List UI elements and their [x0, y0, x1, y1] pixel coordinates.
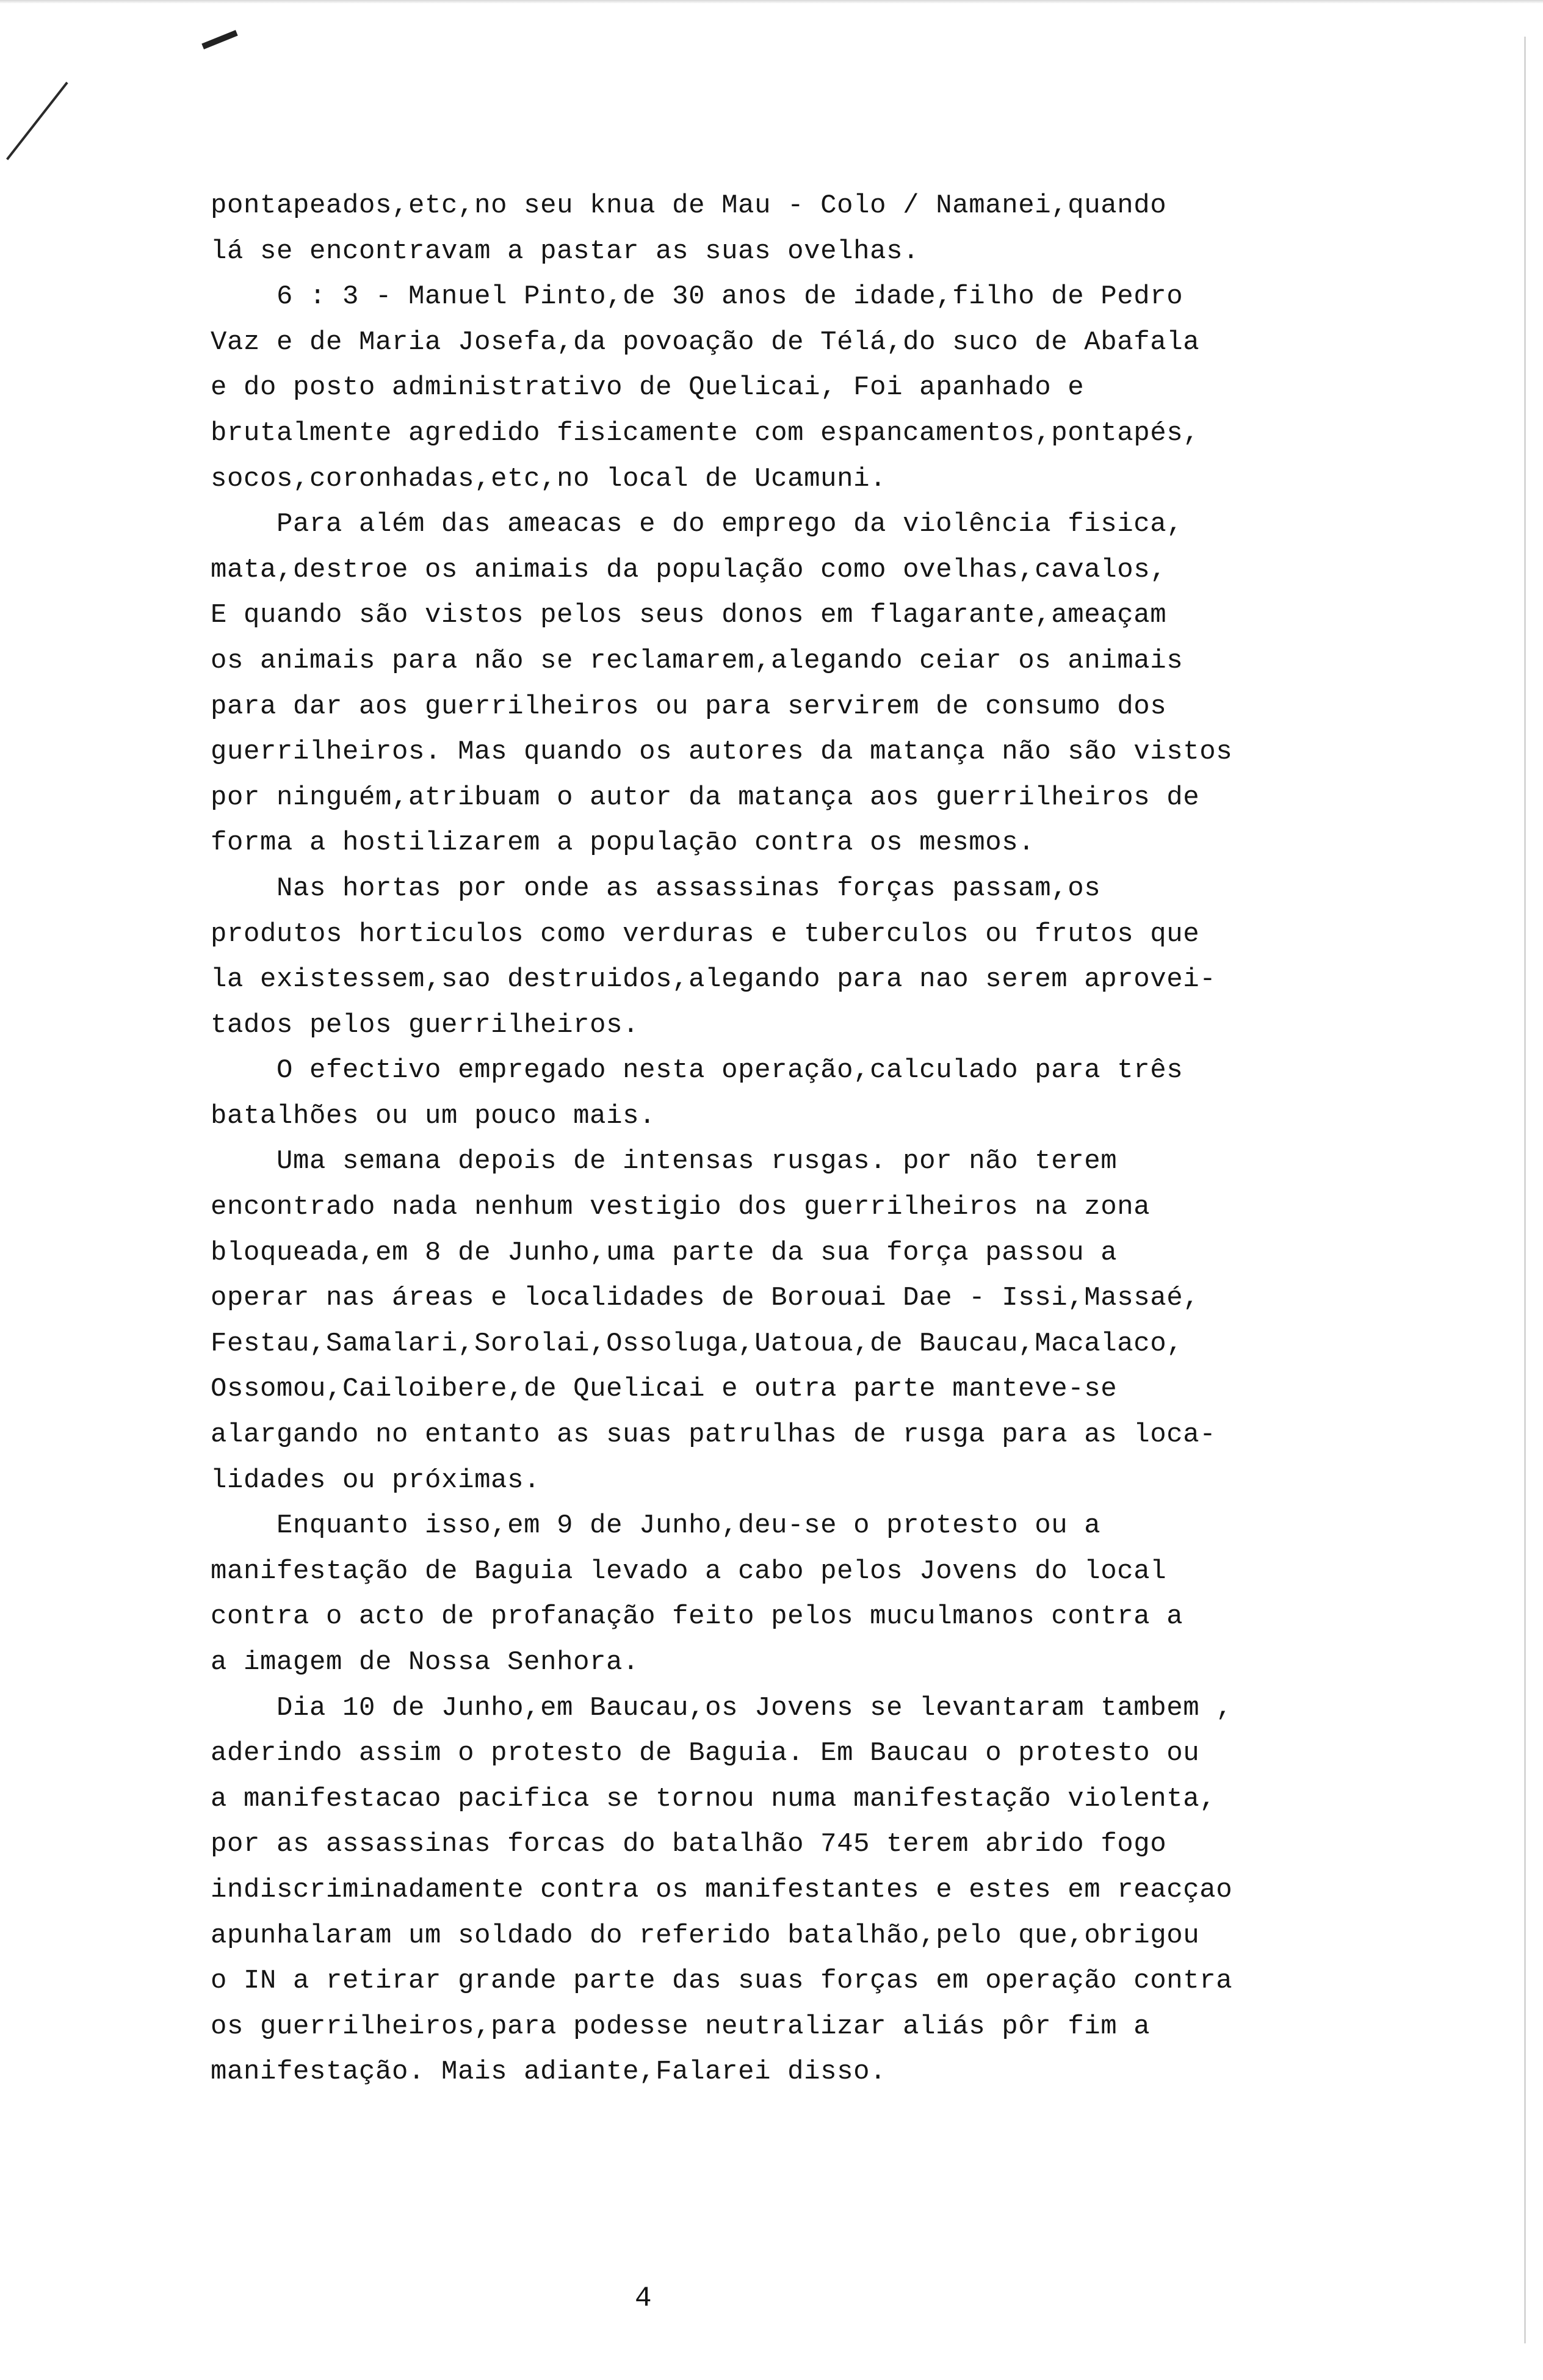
text-line: pontapeados,etc,no seu knua de Mau - Colo / Namanei,quando — [211, 190, 1167, 221]
text-line: mata,destroe os animais da população como ovelhas,cavalos, — [211, 554, 1167, 585]
text-line: lá se encontravam a pastar as suas ovelhas. — [211, 236, 920, 267]
text-line: tados pelos guerrilheiros. — [211, 1009, 640, 1040]
text-line: manifestação de Baguia levado a cabo pelos Jovens do local — [211, 1556, 1167, 1587]
text-line: forma a hostilizarem a populaçāo contra os mesmos. — [211, 828, 1035, 859]
text-line: batalhões ou um pouco mais. — [211, 1100, 656, 1131]
text-line: Vaz e de Maria Josefa,da povoação de Télá,do suco de Abafala — [211, 326, 1200, 358]
text-line: lidades ou próximas. — [211, 1465, 541, 1496]
text-line: os animais para não se reclamarem,alegando ceiar os animais — [211, 645, 1183, 676]
text-line: Ossomou,Cailoibere,de Quelicai e outra parte manteve-se — [211, 1374, 1118, 1405]
page-number: 4 — [635, 2282, 652, 2314]
text-line: e do posto administrativo de Quelicai, Foi apanhado e — [211, 372, 1085, 403]
text-line: por as assassinas forcas do batalhão 745 terem abrido fogo — [211, 1829, 1167, 1860]
text-line: Para além das ameacas e do emprego da violência fisica, — [211, 509, 1183, 540]
text-line: bloqueada,em 8 de Junho,uma parte da sua força passou a — [211, 1237, 1118, 1268]
scan-edge-right — [1524, 37, 1526, 2343]
text-line: por ninguém,atribuam o autor da matança aos guerrilheiros de — [211, 782, 1200, 813]
text-line: encontrado nada nenhum vestigio dos guerrilheiros na zona — [211, 1192, 1151, 1223]
text-line: brutalmente agredido fisicamente com espancamentos,pontapés, — [211, 417, 1200, 449]
text-line: Uma semana depois de intensas rusgas. por não terem — [211, 1146, 1118, 1177]
text-line: para dar aos guerrilheiros ou para servirem de consumo dos — [211, 691, 1167, 722]
text-line: contra o acto de profanação feito pelos muculmanos contra a — [211, 1601, 1183, 1632]
text-line: O efectivo empregado nesta operação,calculado para três — [211, 1055, 1183, 1086]
text-line: manifestação. Mais adiante,Falarei disso. — [211, 2057, 887, 2088]
text-line: apunhalaram um soldado do referido batalhão,pelo que,obrigou — [211, 1920, 1200, 1951]
scan-edge-top — [0, 0, 1543, 4]
text-line: os guerrilheiros,para podesse neutralizar aliás pôr fim a — [211, 2011, 1151, 2042]
text-line: socos,coronhadas,etc,no local de Ucamuni. — [211, 463, 887, 494]
text-line: produtos horticulos como verduras e tuberculos ou frutos que — [211, 918, 1200, 950]
scan-mark-left — [6, 82, 68, 160]
text-line: Dia 10 de Junho,em Baucau,os Jovens se levantaram tambem , — [211, 1692, 1233, 1723]
text-line: Festau,Samalari,Sorolai,Ossoluga,Uatoua,de Baucau,Macalaco, — [211, 1328, 1183, 1359]
text-line: guerrilheiros. Mas quando os autores da matança não são vistos — [211, 737, 1233, 768]
text-line: a imagem de Nossa Senhora. — [211, 1647, 640, 1678]
text-line: la existessem,sao destruidos,alegando para nao serem aprovei- — [211, 964, 1216, 995]
text-line: aderindo assim o protesto de Baguia. Em Baucau o protesto ou — [211, 1738, 1200, 1769]
text-line: indiscriminadamente contra os manifestantes e estes em reacçao — [211, 1874, 1233, 1905]
text-line: o IN a retirar grande parte das suas forças em operação contra — [211, 1966, 1233, 1997]
text-line: a manifestacao pacifica se tornou numa manifestação violenta, — [211, 1783, 1216, 1814]
text-line: E quando são vistos pelos seus donos em flagarante,ameaçam — [211, 600, 1167, 631]
text-line: alargando no entanto as suas patrulhas de rusga para as loca- — [211, 1419, 1216, 1451]
scan-mark-top — [201, 30, 237, 49]
body-text — [211, 183, 1370, 2095]
text-line: operar nas áreas e localidades de Borouai Dae - Issi,Massaé, — [211, 1283, 1200, 1314]
text-line: Nas hortas por onde as assassinas forças passam,os — [211, 873, 1101, 904]
text-line: Enquanto isso,em 9 de Junho,deu-se o protesto ou a — [211, 1510, 1101, 1542]
text-line: 6 : 3 - Manuel Pinto,de 30 anos de idade,filho de Pedro — [211, 281, 1183, 312]
